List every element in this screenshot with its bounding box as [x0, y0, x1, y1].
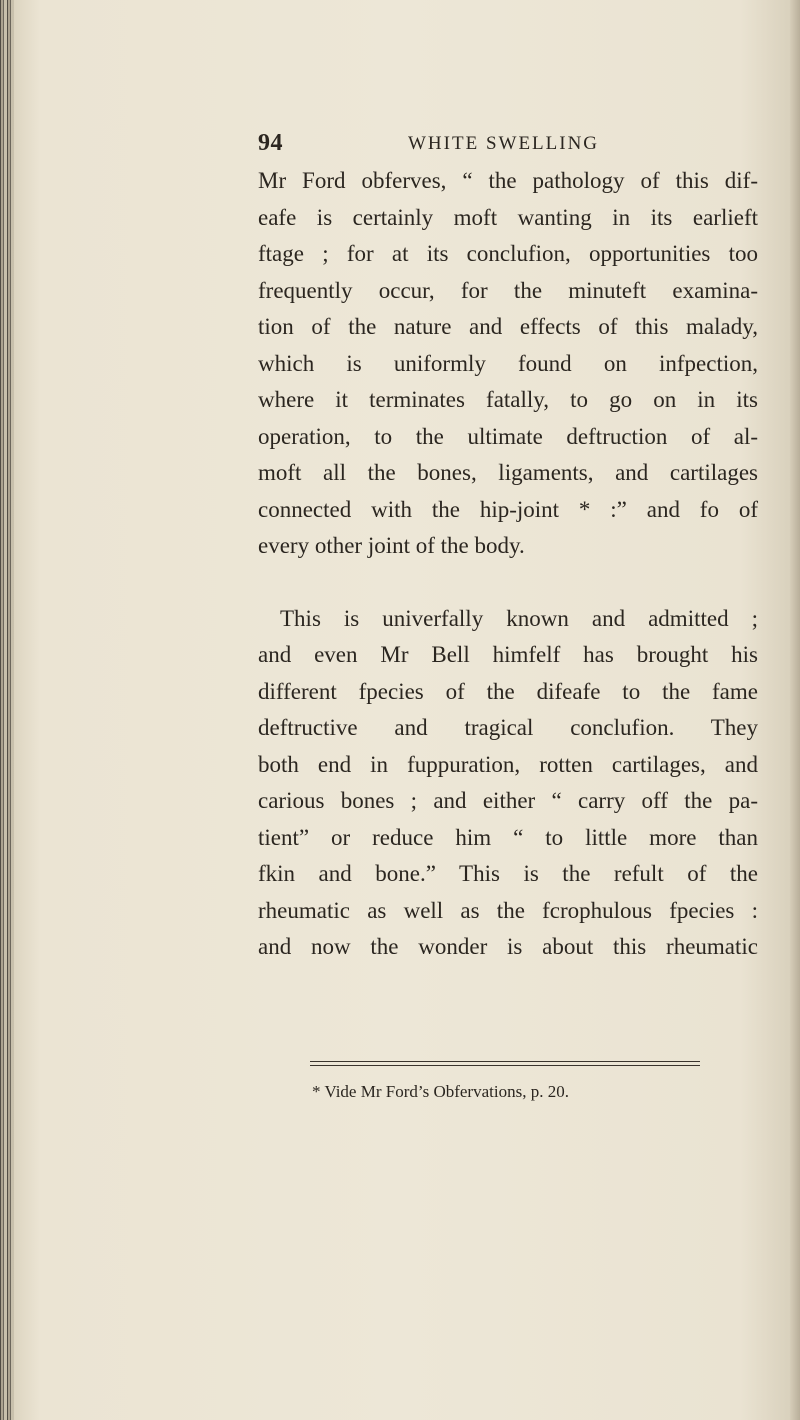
text-line: both end in fuppuration, rotten cartilages, and	[258, 751, 758, 777]
text-line: different fpecies of the difeafe to the fame	[258, 678, 758, 704]
running-head	[258, 130, 718, 160]
text-line: rheumatic as well as the fcrophulous fpecies :	[258, 897, 758, 923]
text-line: tion of the nature and effects of this malady,	[258, 314, 758, 339]
text-line: deftructive and tragical conclufion. They	[258, 715, 758, 740]
text-line: every other joint of the body.	[258, 533, 525, 558]
footnote: * Vide Mr Ford’s Obfervations, p. 20.	[312, 1082, 569, 1101]
text-line: ftage ; for at its conclufion, opportunities too	[258, 241, 758, 266]
paragraph-1	[258, 163, 758, 565]
page-edge	[790, 0, 800, 1420]
text-line: where it terminates fatally, to go on in its	[258, 387, 758, 412]
text-line: Mr Ford obferves, “ the pathology of this dif-	[258, 168, 758, 193]
binding-gutter	[0, 0, 14, 1420]
page-number: 94	[258, 130, 283, 156]
running-head-title: WHITE SWELLING	[408, 133, 600, 154]
text-line: eafe is certainly moft wanting in its earlieft	[258, 204, 758, 230]
text-line: which is uniformly found on infpection,	[258, 350, 758, 376]
text-line: carious bones ; and either “ carry off the pa-	[258, 788, 758, 813]
paragraph-gap	[258, 565, 758, 601]
text-line: and even Mr Bell himfelf has brought his	[258, 642, 758, 667]
text-line: frequently occur, for the minuteft examina-	[258, 277, 758, 303]
text-line: tient” or reduce him “ to little more than	[258, 824, 758, 850]
text-line: and now the wonder is about this rheumatic	[258, 934, 758, 959]
body-text	[258, 163, 758, 966]
text-line: fkin and bone.” This is the refult of the	[258, 861, 758, 886]
text-line: operation, to the ultimate deftruction of al-	[258, 423, 758, 449]
text-line: This is univerfally known and admitted ;	[280, 605, 758, 631]
paragraph-2	[258, 601, 758, 966]
footnote-rule	[310, 1061, 700, 1066]
text-line: moft all the bones, ligaments, and cartilages	[258, 460, 758, 485]
text-line: connected with the hip-joint * :” and fo of	[258, 496, 758, 522]
